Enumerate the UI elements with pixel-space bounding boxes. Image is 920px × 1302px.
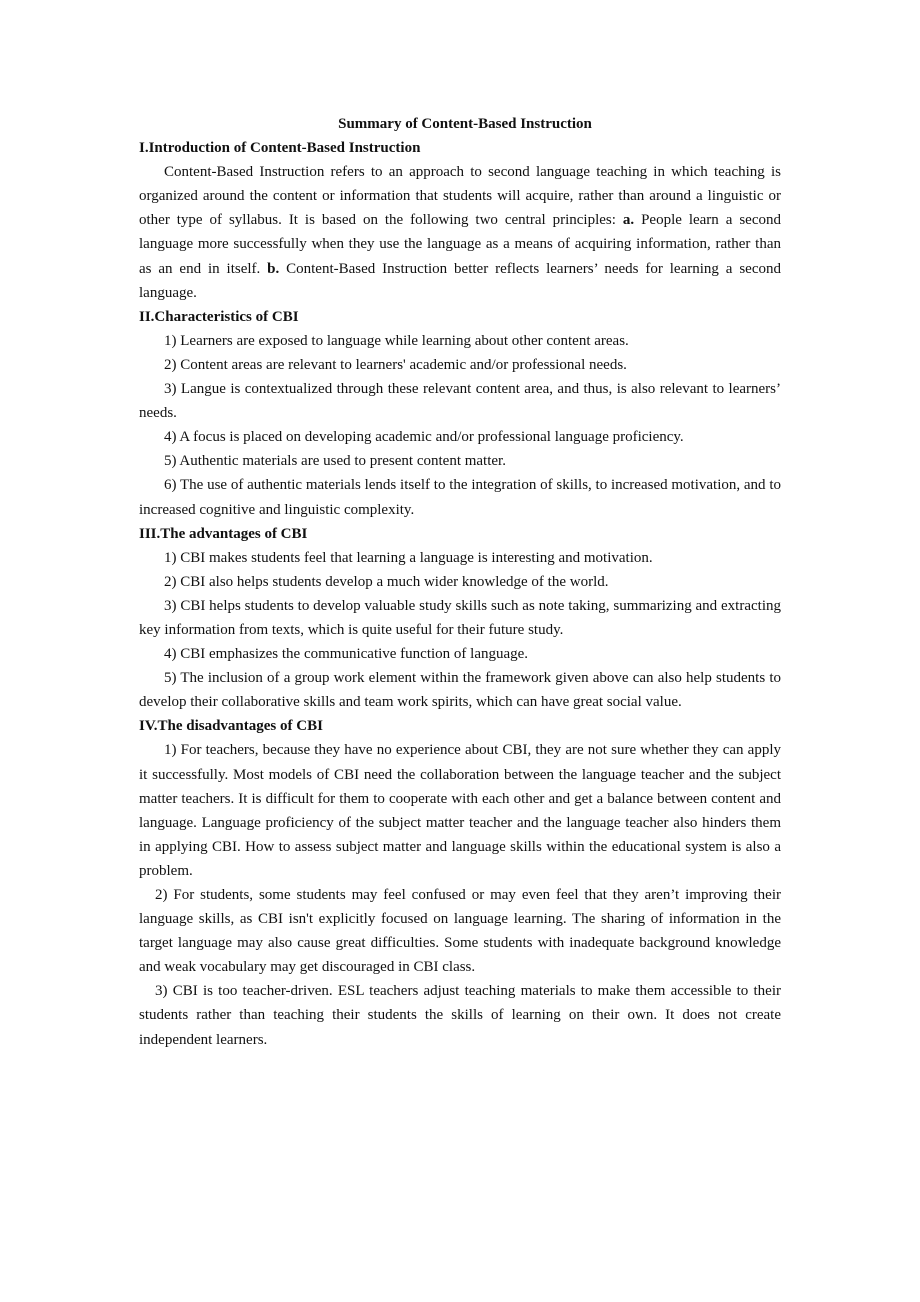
- document-title: Summary of Content-Based Instruction: [338, 116, 592, 132]
- intro-text-part-3: Content-Based Instruction better reflects learners’ needs for learning a second language.: [139, 260, 781, 301]
- characteristic-item: 4) A focus is placed on developing academic and/or professional language proficiency.: [164, 429, 684, 446]
- intro-text-part-2: People learn a second language more successfully when they use the language as a means of acquiring information, rather than as an end in itself.: [139, 212, 781, 277]
- advantage-item: 4) CBI emphasizes the communicative function of language.: [164, 646, 529, 663]
- characteristic-item: 5) Authentic materials are used to present content matter.: [164, 453, 506, 470]
- advantage-item: 1) CBI makes students feel that learning a language is interesting and motivation.: [164, 549, 653, 566]
- characteristic-item: 6) The use of authentic materials lends itself to the integration of skills, to increased motivation, and to increased cognitive and linguistic complexity.: [139, 477, 781, 518]
- section-heading-characteristics: II.Characteristics of CBI: [139, 308, 299, 325]
- document-page: [139, 112, 781, 1052]
- section-heading-advantages: III.The advantages of CBI: [139, 525, 308, 542]
- section-heading-disadvantages: IV.The disadvantages of CBI: [139, 718, 323, 735]
- principle-label-a: a.: [622, 212, 635, 229]
- section-heading-introduction: I.Introduction of Content-Based Instruction: [139, 140, 421, 157]
- principle-label-b: b.: [267, 260, 280, 277]
- disadvantage-item: 2) For students, some students may feel confused or may even feel that they aren’t improving their language skills, as CBI isn't explicitly focused on language learning. The sharing of information in the target language may also cause great difficulties. Some students with inadequate background knowledge and weak vocabulary may get discouraged in CBI class.: [139, 887, 781, 976]
- advantage-item: 5) The inclusion of a group work element within the framework given above can also help students to develop their collaborative skills and team work spirits, which can have great social value.: [139, 670, 781, 711]
- disadvantage-item: 1) For teachers, because they have no experience about CBI, they are not sure whether they can apply it successfully. Most models of CBI need the collaboration between the language teacher and the subject matter teachers. It is difficult for them to cooperate with each other and get a balance between content and language. Language proficiency of the subject matter teacher and the language teacher also hinders them in applying CBI. How to assess subject matter and language skills within the educational system is also a problem.: [139, 742, 781, 879]
- characteristic-item: 2) Content areas are relevant to learners' academic and/or professional needs.: [164, 356, 627, 373]
- intro-text-part-1: Content-Based Instruction refers to an approach to second language teaching in which teaching is organized around the content or information that students will acquire, rather than around a linguistic or other type of syllabus. It is based on the following two central principles:: [139, 164, 781, 229]
- characteristic-item: 1) Learners are exposed to language while learning about other content areas.: [164, 332, 629, 349]
- advantage-item: 3) CBI helps students to develop valuable study skills such as note taking, summarizing and extracting key information from texts, which is quite useful for their future study.: [139, 597, 781, 638]
- advantage-item: 2) CBI also helps students develop a much wider knowledge of the world.: [164, 573, 609, 590]
- characteristic-item: 3) Langue is contextualized through these relevant content area, and thus, is also relevant to learners’ needs.: [139, 381, 781, 422]
- introduction-paragraph: [139, 160, 781, 305]
- disadvantage-item: 3) CBI is too teacher-driven. ESL teachers adjust teaching materials to make them accessible to their students rather than teaching their students the skills of learning on their own. It does not create independent learners.: [139, 983, 781, 1048]
